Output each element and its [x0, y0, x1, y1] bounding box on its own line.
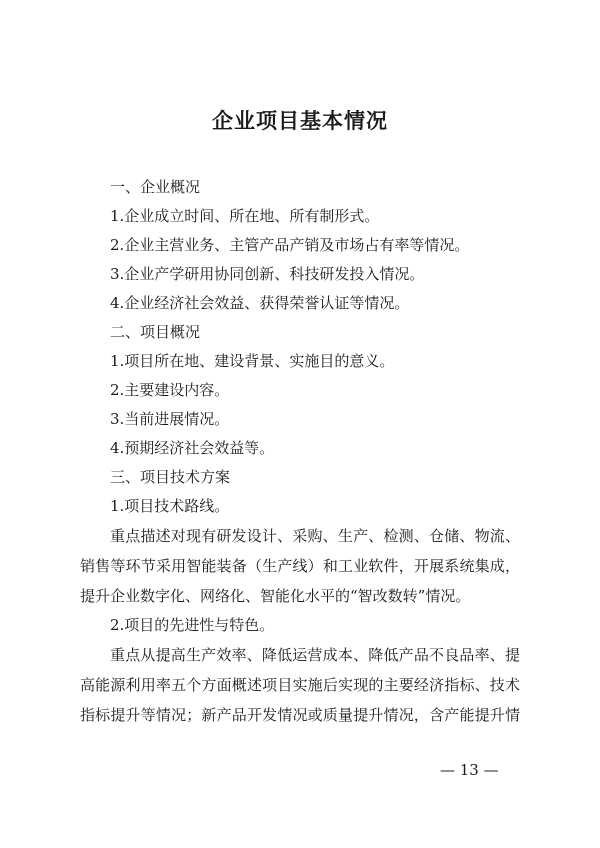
paragraph-line: 提升企业数字化、网络化、智能化水平的“智改数转”情况。	[80, 587, 471, 605]
list-item: 4.预期经济社会效益等。	[110, 439, 275, 457]
paragraph-line: 高能源利用率五个方面概述项目实施后实现的主要经济指标、技术	[80, 676, 520, 694]
list-item: 3.当前进展情况。	[110, 410, 230, 428]
paragraph-line: 重点描述对现有研发设计、采购、生产、检测、仓储、物流、	[110, 527, 520, 545]
page-number: — 13 —	[440, 761, 499, 779]
section-heading-2: 二、项目概况	[110, 323, 201, 341]
list-item: 1.企业成立时间、所在地、所有制形式。	[110, 207, 380, 225]
list-item: 1.项目所在地、建设背景、实施目的意义。	[110, 352, 395, 370]
list-item: 2.主要建设内容。	[110, 381, 230, 399]
list-item: 3.企业产学研用协同创新、科技研发投入情况。	[110, 265, 425, 283]
paragraph-line: 重点从提高生产效率、降低运营成本、降低产品不良品率、提	[110, 646, 520, 664]
section-heading-3: 三、项目技术方案	[110, 468, 231, 486]
section-heading-1: 一、企业概况	[110, 178, 201, 196]
list-item: 2.企业主营业务、主管产品产销及市场占有率等情况。	[110, 236, 470, 254]
list-item: 2.项目的先进性与特色。	[110, 616, 275, 634]
paragraph-line: 指标提升等情况；新产品开发情况或质量提升情况，含产能提升情	[80, 706, 520, 724]
list-item: 4.企业经济社会效益、获得荣誉认证等情况。	[110, 294, 410, 312]
list-item: 1.项目技术路线。	[110, 497, 230, 515]
document-title: 企业项目基本情况	[212, 108, 388, 133]
paragraph-line: 销售等环节采用智能装备（生产线）和工业软件，开展系统集成，	[80, 557, 520, 575]
